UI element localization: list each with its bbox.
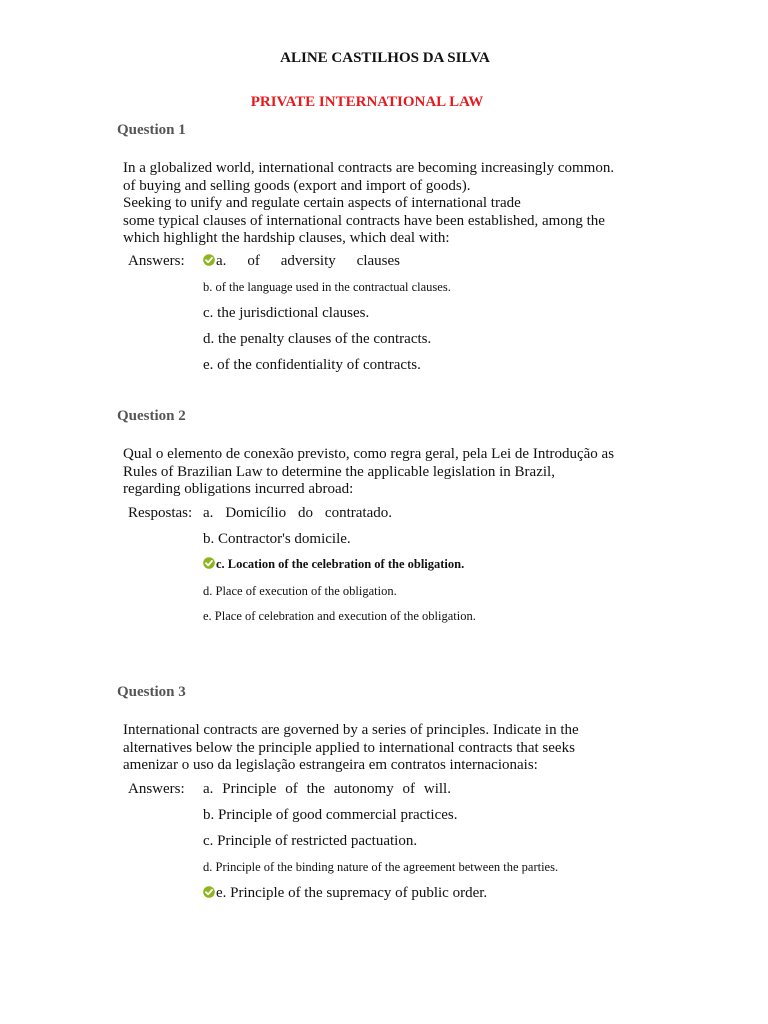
stem-line: which highlight the hardship clauses, which deal with: bbox=[123, 230, 450, 246]
option-c: c. the jurisdictional clauses. bbox=[203, 305, 370, 321]
answers-label: Respostas: bbox=[128, 505, 193, 521]
course-title: PRIVATE INTERNATIONAL LAW bbox=[250, 94, 484, 110]
option-d: d. Place of execution of the obligation. bbox=[203, 584, 397, 598]
option-a-word: autonomy bbox=[333, 781, 394, 797]
option-a-word: Domicílio bbox=[225, 505, 287, 521]
option-a-word: of bbox=[247, 253, 260, 269]
check-circle-icon bbox=[203, 254, 215, 266]
stem-line: amenizar o uso da legislação estrangeira em contratos internacionais: bbox=[123, 757, 538, 773]
option-a-letter: a. bbox=[203, 253, 226, 270]
option-e: e. Principle of the supremacy of public order. bbox=[203, 885, 487, 902]
stem-line: some typical clauses of international contracts have been established, among the bbox=[123, 212, 605, 229]
check-circle-icon bbox=[203, 557, 215, 569]
option-e: e. of the confidentiality of contracts. bbox=[203, 357, 421, 373]
option-b: b. Principle of good commercial practices. bbox=[203, 807, 458, 823]
option-a-word: clauses bbox=[356, 253, 400, 269]
option-a-word: a. bbox=[203, 781, 214, 797]
author-name: ALINE CASTILHOS DA SILVA bbox=[280, 50, 490, 66]
option-a bbox=[203, 253, 400, 270]
option-a-word: of bbox=[402, 781, 416, 797]
option-a-word: adversity bbox=[280, 253, 336, 269]
answers-label: Answers: bbox=[128, 781, 185, 797]
stem-line: International contracts are governed by a series of principles. Indicate in the bbox=[123, 722, 579, 738]
option-a bbox=[203, 781, 451, 798]
check-circle-icon bbox=[203, 886, 215, 898]
stem-line: of buying and selling goods (export and import of goods). bbox=[123, 177, 471, 194]
question-2-stem bbox=[123, 446, 614, 499]
option-a-word: a. bbox=[203, 505, 214, 521]
option-c: c. Principle of restricted pactuation. bbox=[203, 833, 418, 849]
option-b: b. of the language used in the contractual clauses. bbox=[203, 280, 451, 294]
stem-line: In a globalized world, international contracts are becoming increasingly common. bbox=[123, 160, 615, 176]
option-c: c. Location of the celebration of the obligation. bbox=[203, 557, 464, 572]
stem-line: Qual o elemento de conexão previsto, como regra geral, pela Lei de Introdução as bbox=[123, 446, 615, 462]
option-a-word: contratado. bbox=[324, 505, 392, 521]
stem-line: Rules of Brazilian Law to determine the applicable legislation in Brazil, bbox=[123, 463, 555, 480]
question-2-title: Question 2 bbox=[117, 408, 186, 424]
question-3-title: Question 3 bbox=[117, 684, 186, 700]
question-3-stem bbox=[123, 722, 579, 775]
option-a-word: will. bbox=[423, 781, 451, 797]
stem-line: Seeking to unify and regulate certain aspects of international trade bbox=[123, 195, 521, 211]
option-a-word: do bbox=[298, 505, 314, 521]
stem-line: alternatives below the principle applied to international contracts that seeks bbox=[123, 739, 575, 756]
option-e: e. Place of celebration and execution of the obligation. bbox=[203, 609, 476, 623]
question-1-title: Question 1 bbox=[117, 122, 186, 138]
question-1-stem bbox=[123, 160, 614, 248]
option-a bbox=[203, 505, 392, 522]
option-b: b. Contractor's domicile. bbox=[203, 531, 351, 547]
option-a-word: Principle bbox=[222, 781, 277, 797]
option-a-word: the bbox=[306, 781, 325, 797]
option-a-word: of bbox=[285, 781, 298, 797]
answers-label: Answers: bbox=[128, 253, 185, 269]
stem-line: regarding obligations incurred abroad: bbox=[123, 481, 354, 497]
option-d: d. the penalty clauses of the contracts. bbox=[203, 331, 432, 347]
option-d: d. Principle of the binding nature of the agreement between the parties. bbox=[203, 860, 559, 874]
